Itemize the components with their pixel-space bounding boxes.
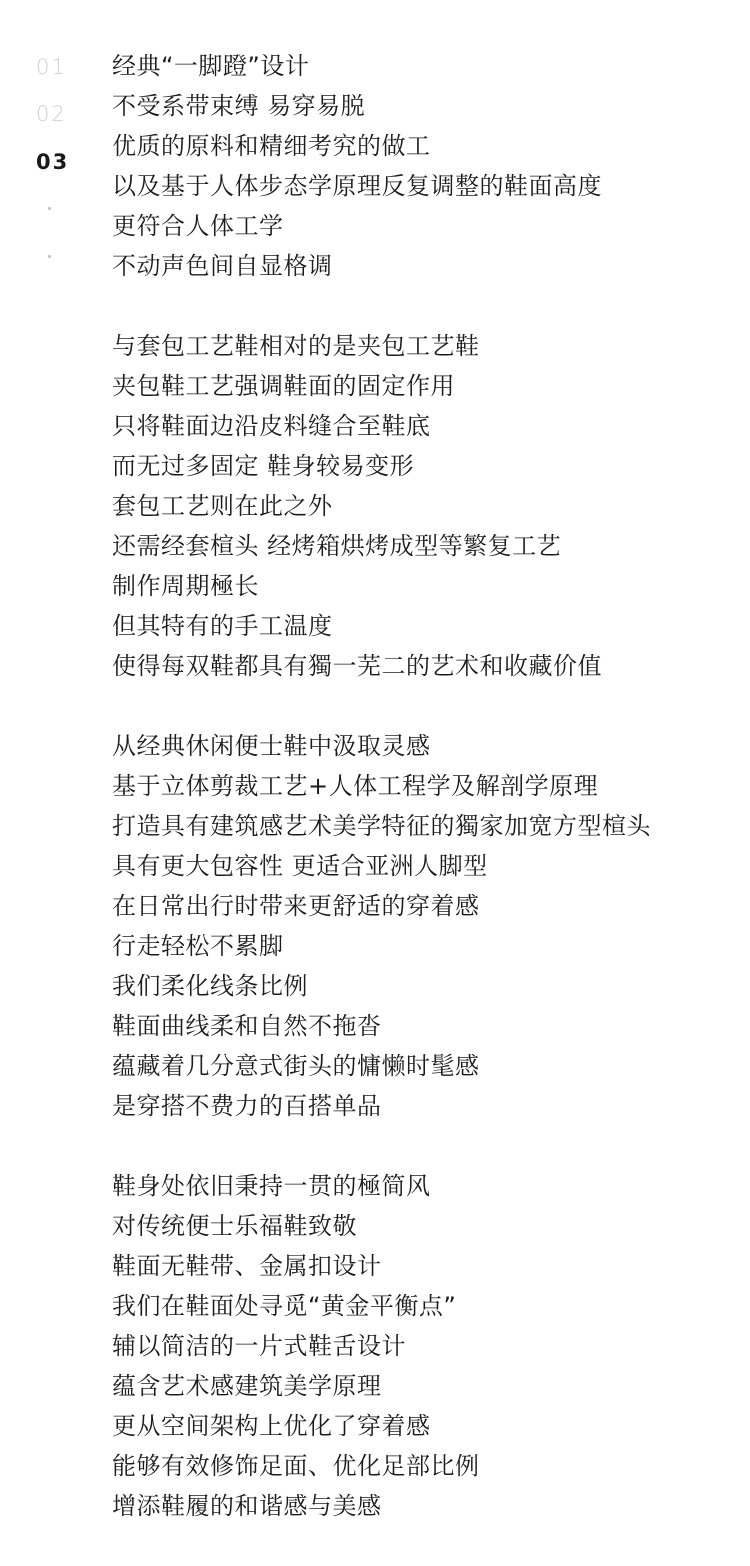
text-line: 还需经套楦头 经烤箱烘烤成型等繁复工艺 [112,532,562,560]
text-line: 具有更大包容性 更适合亚洲人脚型 [112,852,488,880]
text-line: 我们柔化线条比例 [112,972,308,1000]
text-line: 从经典休闲便士鞋中汲取灵感 [112,732,431,760]
text-line: 辅以简洁的一片式鞋舌设计 [112,1332,406,1360]
text-line: 更符合人体工学 [112,212,284,240]
text-line: 行走轻松不累脚 [112,932,284,960]
step-dot [48,255,51,258]
text-line: 以及基于人体步态学原理反复调整的鞋面高度 [112,172,602,200]
text-line: 鞋身处依旧秉持一贯的極简风 [112,1172,431,1200]
paragraph-craft [112,326,732,686]
description-text [112,46,732,1566]
text-line: 使得每双鞋都具有獨一芜二的艺术和收藏价值 [112,652,602,680]
text-line: 而无过多固定 鞋身较易变形 [112,452,415,480]
text-line: 增添鞋履的和谐感与美感 [112,1492,382,1520]
text-line: 套包工艺则在此之外 [112,492,333,520]
text-line: 不受系带束缚 易穿易脱 [112,92,366,120]
text-line: 鞋面曲线柔和自然不拖沓 [112,1012,382,1040]
text-line: 但其特有的手工温度 [112,612,333,640]
text-line: 基于立体剪裁工艺+人体工程学及解剖学原理 [112,772,599,800]
step-number-03-active: 03 [36,150,70,174]
paragraph-style [112,1166,732,1526]
text-line: 不动声色间自显格调 [112,252,333,280]
text-line: 对传统便士乐福鞋致敬 [112,1212,357,1240]
text-line: 制作周期極长 [112,572,259,600]
text-line: 是穿搭不费力的百搭单品 [112,1092,382,1120]
text-line: 优质的原料和精细考究的做工 [112,132,431,160]
text-line: 打造具有建筑感艺术美学特征的獨家加宽方型楦头 [112,812,651,840]
text-line: 在日常出行时带来更舒适的穿着感 [112,892,480,920]
paragraph-design [112,46,732,286]
text-line: 蕴藏着几分意式街头的慵懒时髦感 [112,1052,480,1080]
text-line: 能够有效修饰足面、优化足部比例 [112,1452,480,1480]
text-line: 蕴含艺术感建筑美学原理 [112,1372,382,1400]
text-line: 经典“一脚蹬”设计 [112,52,310,80]
step-number-01: 01 [36,55,67,79]
text-line: 更从空间架构上优化了穿着感 [112,1412,431,1440]
text-line: 与套包工艺鞋相对的是夹包工艺鞋 [112,332,480,360]
text-line: 我们在鞋面处寻觅“黄金平衡点” [112,1292,457,1320]
paragraph-fit [112,726,732,1126]
text-line: 夹包鞋工艺强调鞋面的固定作用 [112,372,455,400]
step-dot [48,207,51,210]
text-line: 鞋面无鞋带、金属扣设计 [112,1252,382,1280]
text-line: 只将鞋面边沿皮料缝合至鞋底 [112,412,431,440]
step-number-02: 02 [36,102,67,126]
